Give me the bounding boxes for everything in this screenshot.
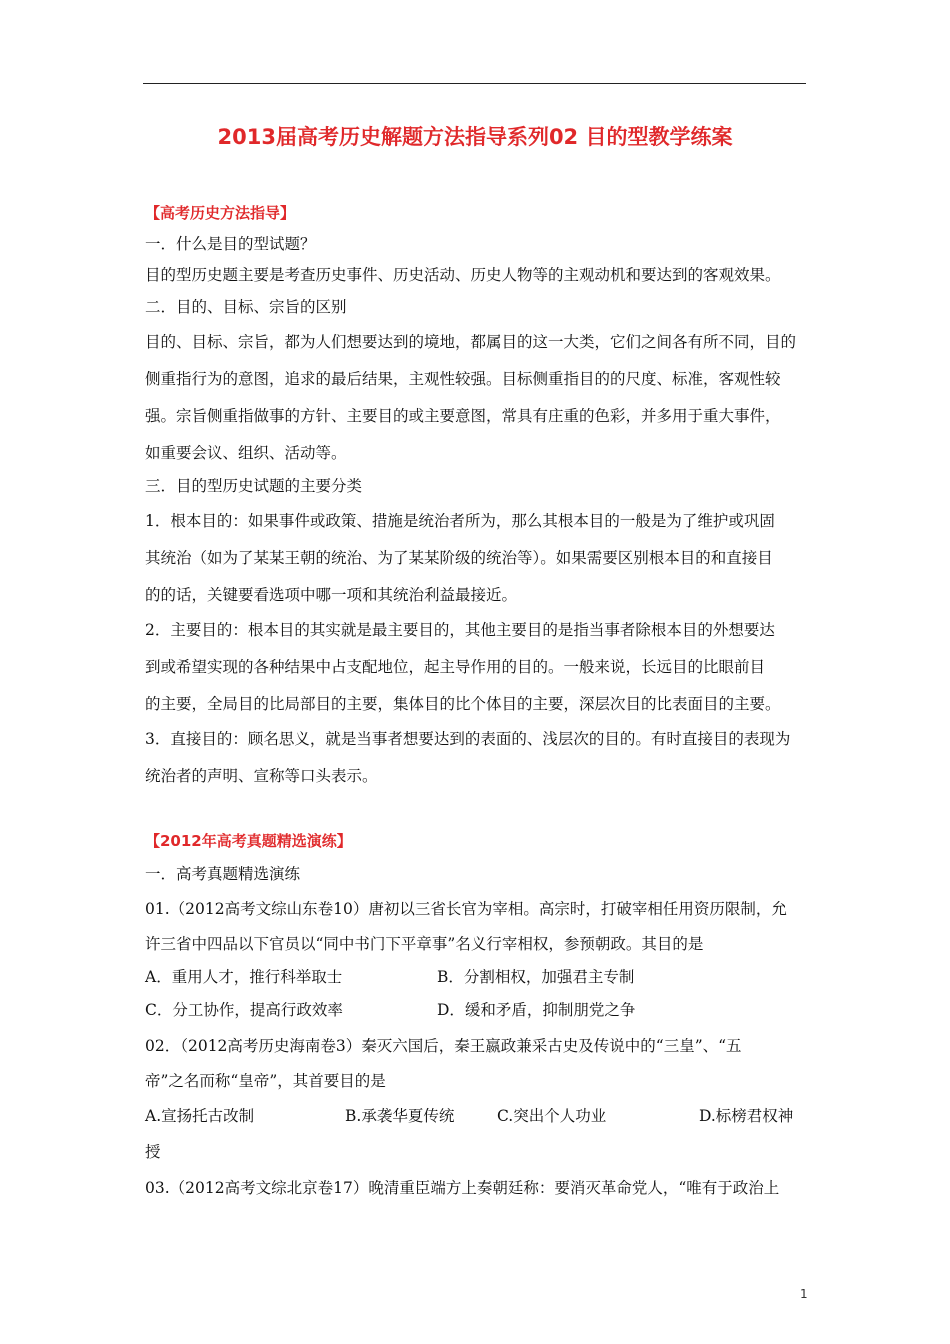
question-3-stem: 03.（2012高考文综北京卷17）晚清重臣端方上奏朝廷称：要消灭革命党人，“唯有于政治上: [145, 1179, 780, 1197]
question-2-option-c: C.突出个人功业: [497, 1107, 607, 1125]
paragraph-line: 到或希望实现的各种结果中占支配地位，起主导作用的目的。一般来说，长远目的比眼前目: [145, 658, 766, 676]
paragraph-line: 三．目的型历史试题的主要分类: [145, 477, 363, 495]
paragraph-line: 目的、目标、宗旨，都为人们想要达到的境地，都属目的这一大类，它们之间各有所不同，目的: [145, 333, 797, 351]
header-rule: [143, 83, 806, 84]
section-heading-exam: 【2012年高考真题精选演练】: [145, 832, 352, 850]
question-1-stem: 许三省中四品以下官员以“同中书门下平章事”名义行宰相权，参预朝政。其目的是: [145, 935, 704, 953]
document-title: 2013届高考历史解题方法指导系列02 目的型教学练案: [217, 125, 733, 149]
paragraph-line: 统治者的声明、宣称等口头表示。: [145, 767, 378, 785]
question-1-option-b: B．分割相权，加强君主专制: [437, 968, 635, 986]
paragraph-line: 目的型历史题主要是考查历史事件、历史活动、历史人物等的主观动机和要达到的客观效果。: [145, 266, 781, 284]
paragraph-line: 的的话，关键要看选项中哪一项和其统治利益最接近。: [145, 586, 518, 604]
question-2-option-a: A.宣扬托古改制: [145, 1107, 255, 1125]
page-number: 1: [800, 1287, 808, 1301]
paragraph-line: 其统治（如为了某某王朝的统治、为了某某阶级的统治等）。如果需要区别根本目的和直接目: [145, 549, 773, 567]
paragraph-line: 2．主要目的：根本目的其实就是最主要目的，其他主要目的是指当事者除根本目的外想要达: [145, 621, 775, 639]
question-1-stem: 01.（2012高考文综山东卷10）唐初以三省长官为宰相。高宗时，打破宰相任用资历限制，允: [145, 900, 787, 918]
paragraph-line: 强。宗旨侧重指做事的方针、主要目的或主要意图，常具有庄重的色彩，并多用于重大事件，: [145, 407, 781, 425]
paragraph-line: 如重要会议、组织、活动等。: [145, 444, 347, 462]
question-2-stem: 02．（2012高考历史海南卷3）秦灭六国后，秦王嬴政兼采古史及传说中的“三皇”、“五: [145, 1037, 742, 1055]
question-1-option-a: A．重用人才，推行科举取士: [145, 968, 343, 986]
question-1-option-d: D．缓和矛盾，抑制朋党之争: [437, 1001, 636, 1019]
question-2-option-d-continued: 授: [145, 1143, 161, 1161]
section-heading-method: 【高考历史方法指导】: [145, 204, 296, 222]
question-2-stem: 帝”之名而称“皇帝”，其首要目的是: [145, 1072, 386, 1090]
paragraph-line: 二．目的、目标、宗旨的区别: [145, 298, 347, 316]
paragraph-line: 的主要，全局目的比局部目的主要，集体目的比个体目的主要，深层次目的比表面目的主要。: [145, 695, 781, 713]
paragraph-line: 一．什么是目的型试题？: [145, 235, 316, 253]
subsection-title: 一．高考真题精选演练: [145, 865, 301, 883]
paragraph-line: 1．根本目的：如果事件或政策、措施是统治者所为，那么其根本目的一般是为了维护或巩固: [145, 512, 775, 530]
paragraph-line: 侧重指行为的意图，追求的最后结果，主观性较强。目标侧重指目的的尺度、标准，客观性较: [145, 370, 781, 388]
question-2-option-b: B.承袭华夏传统: [345, 1107, 455, 1125]
question-2-option-d: D.标榜君权神: [699, 1107, 794, 1125]
paragraph-line: 3．直接目的：顾名思义，就是当事者想要达到的表面的、浅层次的目的。有时直接目的表现为: [145, 730, 791, 748]
question-1-option-c: C．分工协作，提高行政效率: [145, 1001, 343, 1019]
